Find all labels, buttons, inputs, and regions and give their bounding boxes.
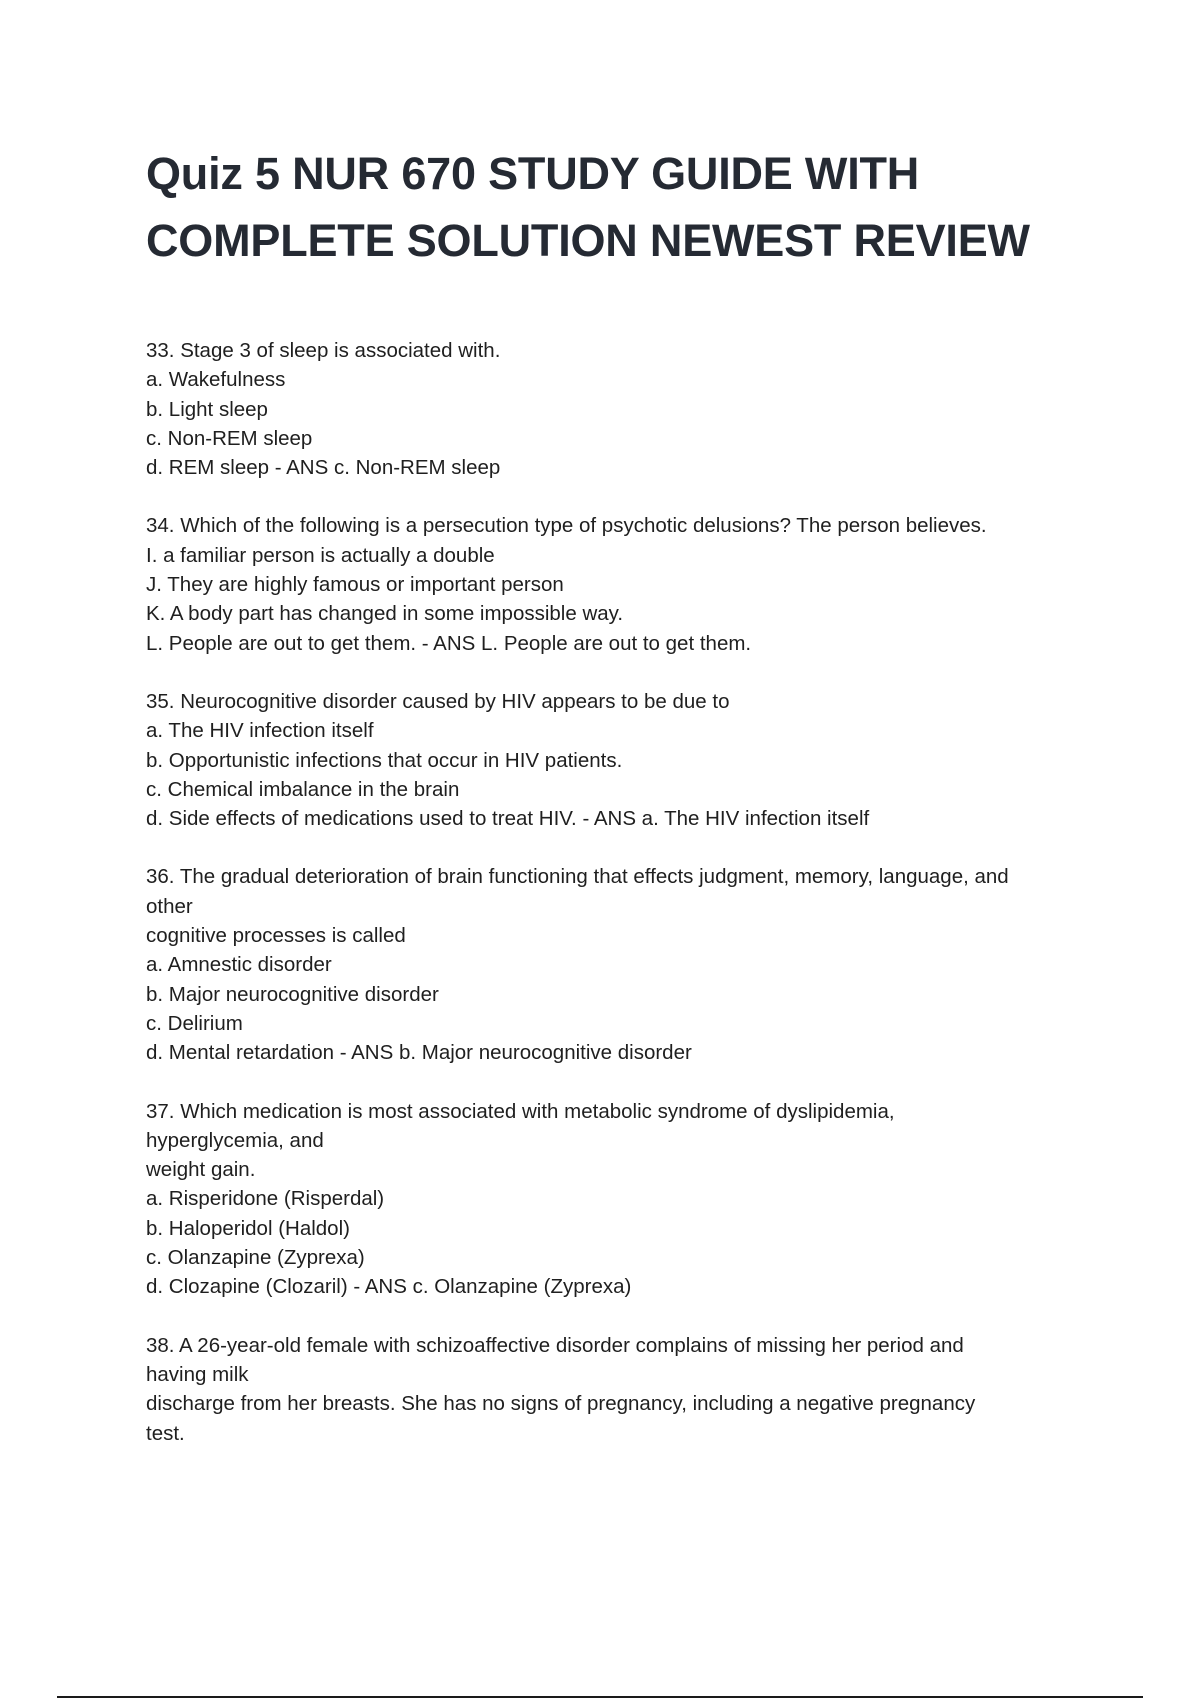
question-line: b. Major neurocognitive disorder [146, 982, 439, 1006]
question-line: d. Clozapine (Clozaril) - ANS c. Olanzapine (Zyprexa) [146, 1275, 632, 1299]
question-line: c. Olanzapine (Zyprexa) [146, 1246, 365, 1270]
question-line: c. Delirium [146, 1011, 243, 1035]
question-text: 33. Stage 3 of sleep is associated with. [146, 339, 501, 362]
question-block [146, 862, 1106, 1067]
question-line: d. Mental retardation - ANS b. Major neurocognitive disorder [146, 1041, 692, 1065]
question-block [146, 1097, 1106, 1302]
question-line: having milk [146, 1362, 249, 1386]
question-line: weight gain. [146, 1158, 256, 1182]
question-line: other [146, 894, 193, 918]
question-text: 38. A 26-year-old female with schizoaffective disorder complains of missing her period and [146, 1333, 964, 1357]
question-text: 37. Which medication is most associated with metabolic syndrome of dyslipidemia, [146, 1099, 895, 1123]
question-block [146, 687, 1106, 833]
question-line: J. They are highly famous or important person [146, 573, 564, 597]
question-line: a. The HIV infection itself [146, 719, 374, 743]
question-line: d. Side effects of medications used to treat HIV. - ANS a. The HIV infection itself [146, 807, 870, 831]
footer-divider [57, 1696, 1143, 1698]
question-text: 36. The gradual deterioration of brain functioning that effects judgment, memory, language, and [146, 865, 1009, 889]
title-line-1: Quiz 5 NUR 670 STUDY GUIDE WITH [146, 148, 920, 199]
question-line: b. Light sleep [146, 397, 268, 421]
question-line: d. REM sleep - ANS c. Non-REM sleep [146, 456, 501, 480]
question-line: L. People are out to get them. - ANS L. People are out to get them. [146, 631, 752, 655]
question-text: 35. Neurocognitive disorder caused by HIV appears to be due to [146, 689, 730, 713]
question-line: hyperglycemia, and [146, 1128, 324, 1152]
question-line: a. Risperidone (Risperdal) [146, 1187, 385, 1211]
question-list [146, 336, 1106, 1477]
question-line: c. Chemical imbalance in the brain [146, 777, 460, 801]
title-line-2: COMPLETE SOLUTION NEWEST REVIEW [146, 215, 1030, 266]
question-block [146, 511, 1106, 657]
question-line: I. a familiar person is actually a double [146, 543, 495, 567]
question-block [146, 1331, 1106, 1448]
question-line: c. Non-REM sleep [146, 426, 313, 450]
question-line: discharge from her breasts. She has no signs of pregnancy, including a negative pregnancy [146, 1392, 976, 1416]
question-text: 34. Which of the following is a persecution type of psychotic delusions? The person believes. [146, 514, 987, 538]
question-line: b. Opportunistic infections that occur in HIV patients. [146, 748, 623, 772]
question-line: a. Wakefulness [146, 368, 286, 392]
question-block [146, 336, 1106, 482]
question-line: a. Amnestic disorder [146, 953, 332, 977]
question-line: test. [146, 1421, 185, 1445]
document-title [146, 140, 1106, 274]
question-line: b. Haloperidol (Haldol) [146, 1216, 350, 1240]
question-line: cognitive processes is called [146, 924, 406, 948]
question-line: K. A body part has changed in some impossible way. [146, 602, 624, 626]
